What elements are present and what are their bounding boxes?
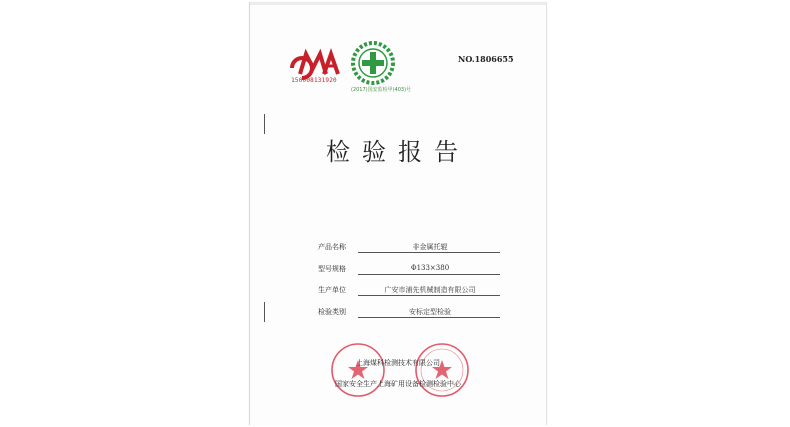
- info-value: 广安市浦先机械制造有限公司: [384, 286, 476, 294]
- underline: [358, 274, 500, 275]
- underline: [358, 295, 500, 296]
- info-value: 安标定型检验: [409, 308, 451, 316]
- underline: [358, 252, 500, 253]
- info-row-product-name: [318, 242, 498, 254]
- safety-cross-gear-icon: [350, 40, 396, 86]
- binding-mark: [264, 302, 265, 322]
- issuer-center: 国家安全生产上海矿用设备检测检验中心: [335, 380, 461, 388]
- info-label: 检验类别: [318, 308, 346, 316]
- red-seal-icon: [414, 342, 470, 398]
- report-page: [249, 2, 547, 425]
- cma-certificate-code: 150008131920: [291, 77, 337, 84]
- info-label: 生产单位: [318, 286, 346, 294]
- underline: [358, 317, 500, 318]
- report-title: 检验报告: [326, 138, 470, 166]
- info-row-inspection-type: [318, 307, 498, 319]
- safety-license-caption: (2017)国安监检甲(403)号: [350, 87, 412, 93]
- info-row-model: [318, 264, 498, 276]
- info-label: 产品名称: [318, 243, 346, 251]
- page-top-edge: [250, 2, 546, 5]
- info-value: 非金属托辊: [412, 243, 448, 251]
- issuer-company: 上海煤科检测技术有限公司: [356, 359, 440, 367]
- report-number: NO.1806655: [458, 54, 514, 64]
- info-label: 型号规格: [318, 265, 346, 273]
- red-seal-icon: [330, 342, 386, 398]
- binding-mark: [264, 114, 265, 134]
- info-row-manufacturer: [318, 285, 498, 297]
- info-value: Φ133×380: [410, 264, 450, 272]
